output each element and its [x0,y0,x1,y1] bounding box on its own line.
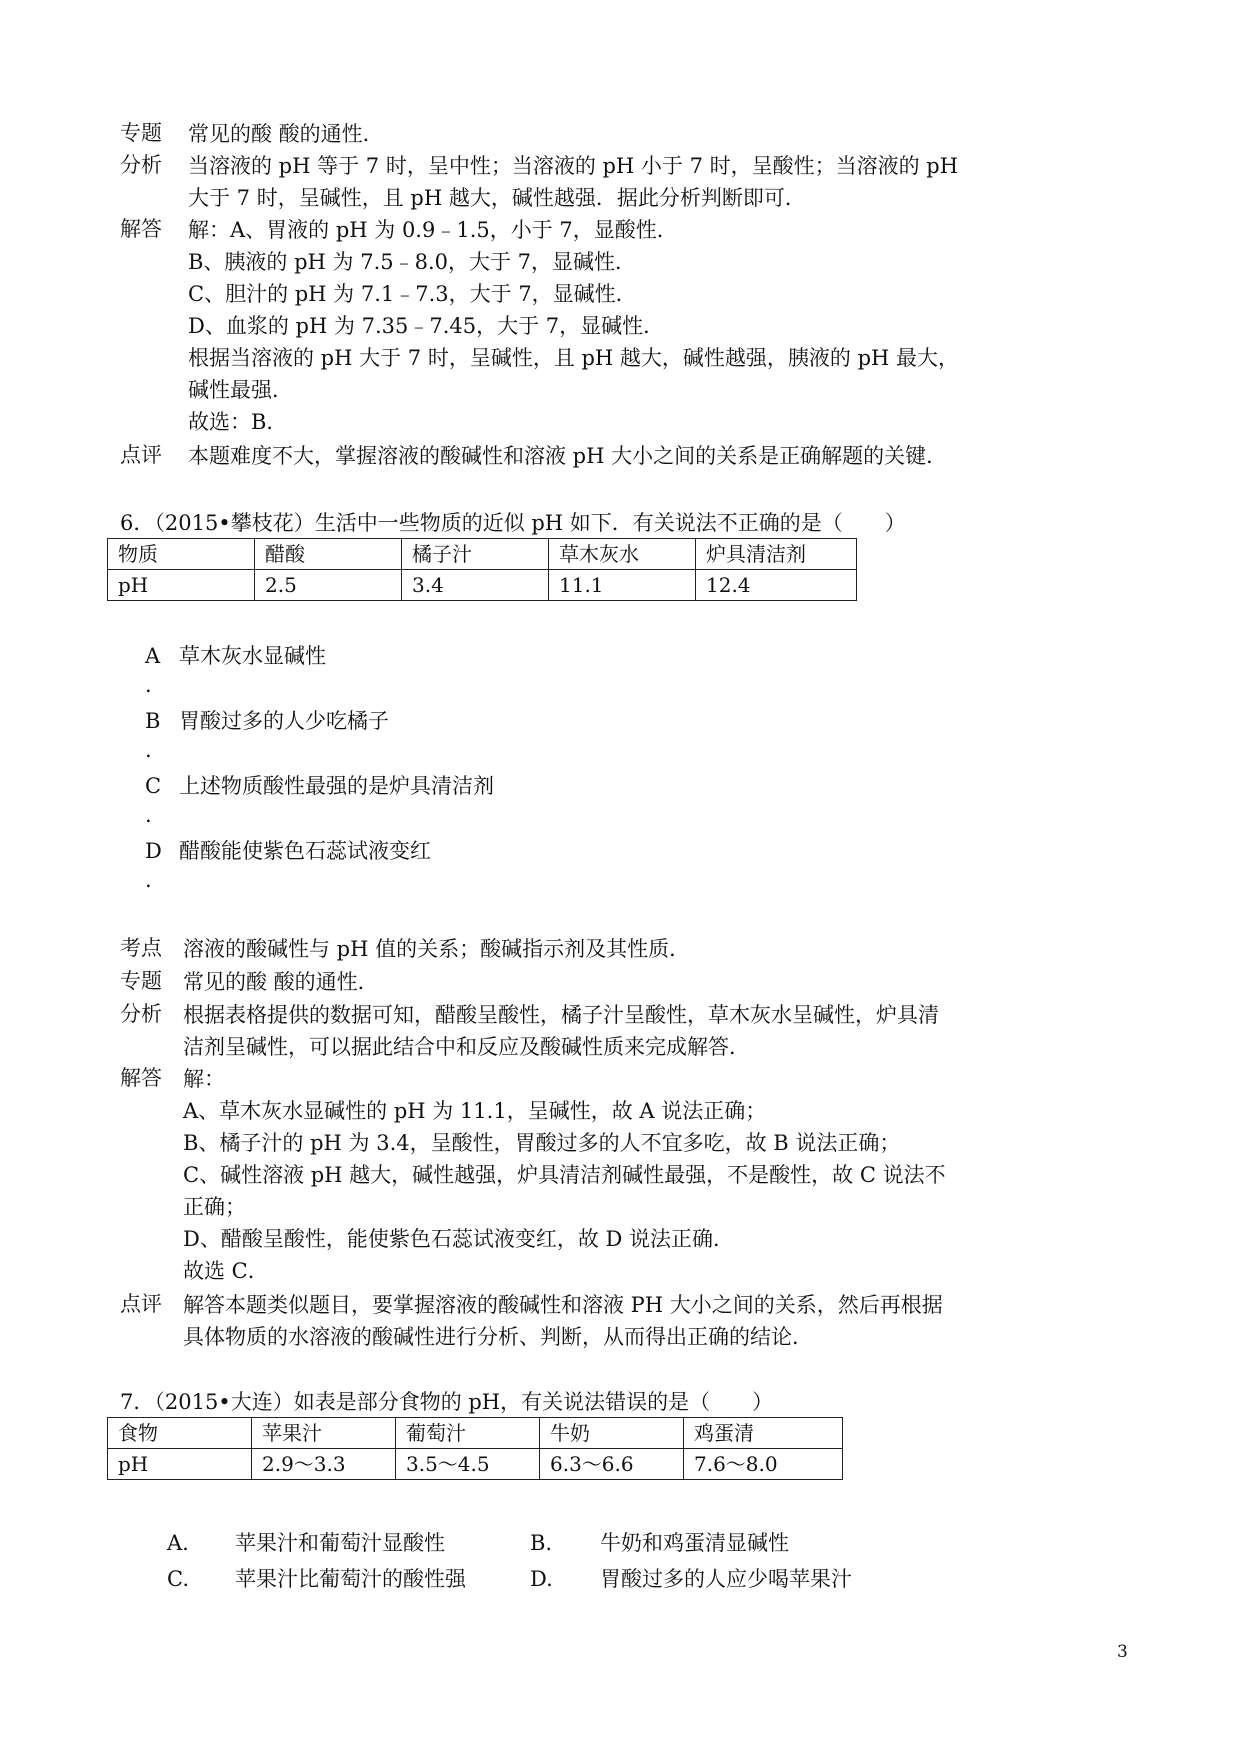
option-text: 胃酸过多的人少吃橘子 [179,709,389,733]
solution-line: D、血浆的 pH 为 7.35﹣7.45，大于 7，显碱性． [188,314,665,338]
option-letter: B. [530,1531,553,1555]
option-letter: D. [530,1567,553,1591]
q6-topic-block [120,966,980,998]
kaodian-label: 考点 [120,936,162,960]
q7-option-c[interactable] [167,1564,466,1594]
option-text: 胃酸过多的人应少喝苹果汁 [600,1567,852,1591]
table-cell: 醋酸 [255,539,402,570]
q7-ph-table [107,1417,843,1480]
table-cell: 2.5 [255,570,402,601]
table-cell: 11.1 [549,570,696,601]
kaodian-text: 溶液的酸碱性与 pH 值的关系；酸碱指示剂及其性质． [183,937,691,961]
q6-option-a[interactable] [145,640,326,697]
comment-label: 点评 [120,1292,162,1316]
option-text: 上述物质酸性最强的是炉具清洁剂 [179,774,494,798]
topic-block [120,118,980,150]
table-cell: 物质 [108,539,255,570]
solution-label: 解答 [120,1066,162,1090]
solution-line: A、草木灰水显碱性的 pH 为 11.1，呈碱性，故 A 说法正确； [183,1099,767,1123]
solution-line: 根据当溶液的 pH 大于 7 时，呈碱性，且 pH 越大，碱性越强，胰液的 pH 最大， [188,346,960,370]
analysis-line: 当溶液的 pH 等于 7 时，呈中性；当溶液的 pH 小于 7 时，呈酸性；当溶液的 pH [188,154,959,178]
table-row [108,539,857,570]
option-letter: B [145,709,161,733]
table-cell: 2.9～3.3 [252,1449,396,1480]
q6-option-c[interactable] [145,770,494,827]
option-letter: A [145,644,161,668]
analysis-line: 根据表格提供的数据可知，醋酸呈酸性，橘子汁呈酸性，草木灰水呈碱性，炉具清 [183,1003,939,1027]
solution-line: 解：A、胃液的 pH 为 0.9﹣1.5，小于 7，显酸性． [188,218,678,242]
table-cell: pH [108,1449,252,1480]
comment-line: 解答本题类似题目，要掌握溶液的酸碱性和溶液 PH 大小之间的关系，然后再根据 [183,1293,943,1317]
option-text: 醋酸能使紫色石蕊试液变红 [179,839,431,863]
option-letter: C [145,774,162,798]
option-row [167,1528,927,1564]
solution-line: 解： [183,1067,225,1091]
topic-label: 专题 [120,969,162,993]
solution-line: 正确； [183,1195,246,1219]
topic-text: 常见的酸 酸的通性． [188,122,384,146]
q7-options [167,1528,927,1600]
topic-text: 常见的酸 酸的通性． [183,970,379,994]
option-letter: C. [167,1567,189,1591]
analysis-line: 洁剂呈碱性，可以据此结合中和反应及酸碱性质来完成解答． [183,1035,750,1059]
option-text: 牛奶和鸡蛋清显碱性 [600,1531,789,1555]
option-text: 苹果汁比葡萄汁的酸性强 [235,1567,466,1591]
comment-line: 具体物质的水溶液的酸碱性进行分析、判断，从而得出正确的结论． [183,1325,813,1349]
option-text: 草木灰水显碱性 [179,644,326,668]
solution-line: 故选 C． [183,1259,269,1283]
q6-ph-table [107,538,857,601]
option-letter: A. [167,1531,189,1555]
comment-text: 本题难度不大，掌握溶液的酸碱性和溶液 pH 大小之间的关系是正确解题的关键． [188,444,948,468]
option-row [167,1564,927,1600]
table-cell: 葡萄汁 [396,1418,540,1449]
analysis-label: 分析 [120,153,162,177]
table-cell: 牛奶 [540,1418,684,1449]
table-cell: 苹果汁 [252,1418,396,1449]
table-row [108,1418,843,1449]
solution-line: B、橘子汁的 pH 为 3.4，呈酸性，胃酸过多的人不宜多吃，故 B 说法正确； [183,1131,901,1155]
table-cell: 炉具清洁剂 [696,539,857,570]
table-row [108,1449,843,1480]
table-cell: 草木灰水 [549,539,696,570]
solution-line: 故选：B． [188,410,288,434]
option-letter: D [145,839,162,863]
page-number: 3 [1117,1642,1128,1662]
solution-line: 碱性最强． [188,378,293,402]
solution-line: C、胆汁的 pH 为 7.1﹣7.3，大于 7，显碱性． [188,282,637,306]
table-cell: 鸡蛋清 [684,1418,843,1449]
solution-block [120,214,980,438]
q6-option-b[interactable] [145,705,389,762]
option-dot: . [145,868,152,892]
question-7-title: 7．（2015•大连）如表是部分食物的 pH，有关说法错误的是（ ） [120,1390,774,1414]
analysis-block [120,150,980,214]
analysis-label: 分析 [120,1002,162,1026]
option-text: 苹果汁和葡萄汁显酸性 [235,1531,445,1555]
solution-line: B、胰液的 pH 为 7.5﹣8.0，大于 7，显碱性． [188,250,637,274]
question-6-title: 6．（2015•攀枝花）生活中一些物质的近似 pH 如下．有关说法不正确的是（ ） [120,511,906,535]
solution-line: C、碱性溶液 pH 越大，碱性越强，炉具清洁剂碱性最强，不是酸性，故 C 说法不 [183,1163,946,1187]
table-cell: 食物 [108,1418,252,1449]
table-cell: 3.4 [402,570,549,601]
table-cell: 12.4 [696,570,857,601]
table-row [108,570,857,601]
option-dot: . [145,738,152,762]
q6-comment-block [120,1289,980,1353]
q7-option-d[interactable] [530,1564,852,1594]
table-cell: 7.6～8.0 [684,1449,843,1480]
table-cell: pH [108,570,255,601]
analysis-line: 大于 7 时，呈碱性，且 pH 越大，碱性越强．据此分析判断即可． [188,186,806,210]
comment-block [120,440,980,472]
table-cell: 6.3～6.6 [540,1449,684,1480]
q7-option-a[interactable] [167,1528,445,1558]
option-dot: . [145,803,152,827]
comment-label: 点评 [120,443,162,467]
solution-label: 解答 [120,217,162,241]
q6-analysis-block [120,999,980,1063]
table-cell: 橘子汁 [402,539,549,570]
option-dot: . [145,673,152,697]
q6-option-d[interactable] [145,835,431,892]
q6-solution-block [120,1063,980,1287]
kaodian-block [120,933,980,965]
topic-label: 专题 [120,121,162,145]
solution-line: D、醋酸呈酸性，能使紫色石蕊试液变红，故 D 说法正确． [183,1227,735,1251]
q7-option-b[interactable] [530,1528,789,1558]
table-cell: 3.5～4.5 [396,1449,540,1480]
